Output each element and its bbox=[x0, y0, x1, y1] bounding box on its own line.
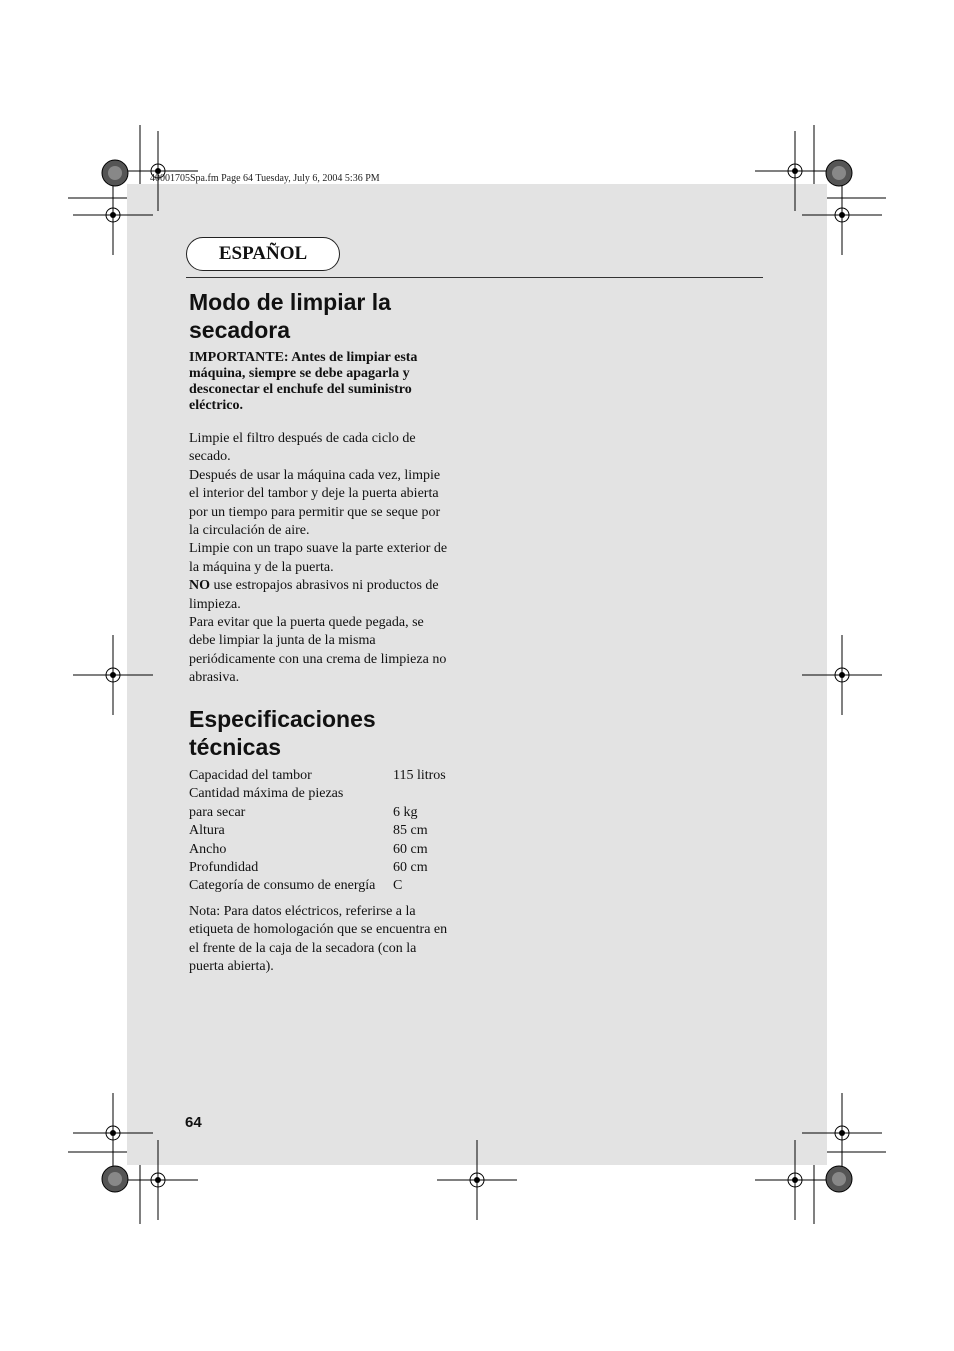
no-emphasis: NO bbox=[189, 578, 210, 594]
body-line: Para evitar que la puerta quede pegada, se bbox=[189, 615, 424, 631]
spec-value: 60 cm bbox=[393, 841, 428, 857]
spec-label: para secar bbox=[189, 804, 246, 820]
title-line: secadora bbox=[189, 317, 291, 343]
spec-value: 85 cm bbox=[393, 823, 428, 839]
body-line: secado. bbox=[189, 449, 231, 465]
table-row bbox=[189, 786, 446, 804]
body-line: limpieza. bbox=[189, 596, 241, 612]
table-row bbox=[189, 842, 446, 860]
note-line: etiqueta de homologación que se encuentra en bbox=[189, 922, 448, 938]
electrical-note bbox=[189, 903, 469, 977]
title-line: Modo de limpiar la bbox=[189, 289, 391, 315]
spec-label: Altura bbox=[189, 823, 225, 839]
note-line: puerta abierta). bbox=[189, 959, 274, 975]
spec-value: 6 kg bbox=[393, 804, 418, 820]
warning-line: eléctrico. bbox=[189, 398, 244, 413]
section-title-cleaning bbox=[189, 288, 489, 344]
table-row bbox=[189, 768, 446, 786]
table-row bbox=[189, 878, 446, 896]
section-title-specs bbox=[189, 705, 489, 761]
spec-label: Categoría de consumo de energía bbox=[189, 878, 376, 894]
table-row bbox=[189, 805, 446, 823]
spec-label: Profundidad bbox=[189, 859, 259, 875]
header-rule bbox=[186, 277, 763, 278]
page-number: 64 bbox=[185, 1114, 202, 1131]
body-line: el interior del tambor y deje la puerta abierta bbox=[189, 486, 439, 502]
note-line: Nota: Para datos eléctricos, referirse a la bbox=[189, 904, 416, 919]
body-line bbox=[189, 577, 469, 595]
spec-value: 60 cm bbox=[393, 859, 428, 875]
body-line: debe limpiar la junta de la misma bbox=[189, 633, 376, 649]
body-line: por un tiempo para permitir que se seque por bbox=[189, 504, 441, 520]
body-line: Después de usar la máquina cada vez, limpie bbox=[189, 467, 441, 483]
spec-value: 115 litros bbox=[393, 768, 446, 783]
warning-line: desconectar el enchufe del suministro bbox=[189, 382, 412, 397]
title-line: Especificaciones bbox=[189, 706, 376, 732]
warning-line: máquina, siempre se debe apagarla y bbox=[189, 366, 410, 381]
body-line: Limpie con un trapo suave la parte exterior de bbox=[189, 541, 448, 557]
specs-table bbox=[189, 768, 446, 897]
cleaning-instructions bbox=[189, 430, 469, 688]
body-line: periódicamente con una crema de limpieza no bbox=[189, 651, 447, 667]
warning-line: IMPORTANTE: Antes de limpiar esta bbox=[189, 350, 418, 365]
body-line: la circulación de aire. bbox=[189, 523, 310, 539]
spec-label: Ancho bbox=[189, 841, 227, 857]
no-rest: use estropajos abrasivos ni productos de bbox=[210, 578, 439, 594]
spec-label: Capacidad del tambor bbox=[189, 768, 312, 783]
language-tab: ESPAÑOL bbox=[186, 237, 340, 271]
title-line: técnicas bbox=[189, 734, 282, 760]
important-warning bbox=[189, 350, 464, 414]
spec-label: Cantidad máxima de piezas bbox=[189, 786, 344, 802]
spec-value bbox=[393, 786, 446, 804]
table-row bbox=[189, 823, 446, 841]
body-line: Limpie el filtro después de cada ciclo de bbox=[189, 431, 416, 446]
body-line: la máquina y de la puerta. bbox=[189, 559, 334, 575]
file-header: 40001705Spa.fm Page 64 Tuesday, July 6, 2004 5:36 PM bbox=[150, 173, 380, 184]
spec-value: C bbox=[393, 878, 403, 894]
table-row bbox=[189, 860, 446, 878]
body-line: abrasiva. bbox=[189, 670, 240, 686]
note-line: el frente de la caja de la secadora (con la bbox=[189, 940, 417, 956]
